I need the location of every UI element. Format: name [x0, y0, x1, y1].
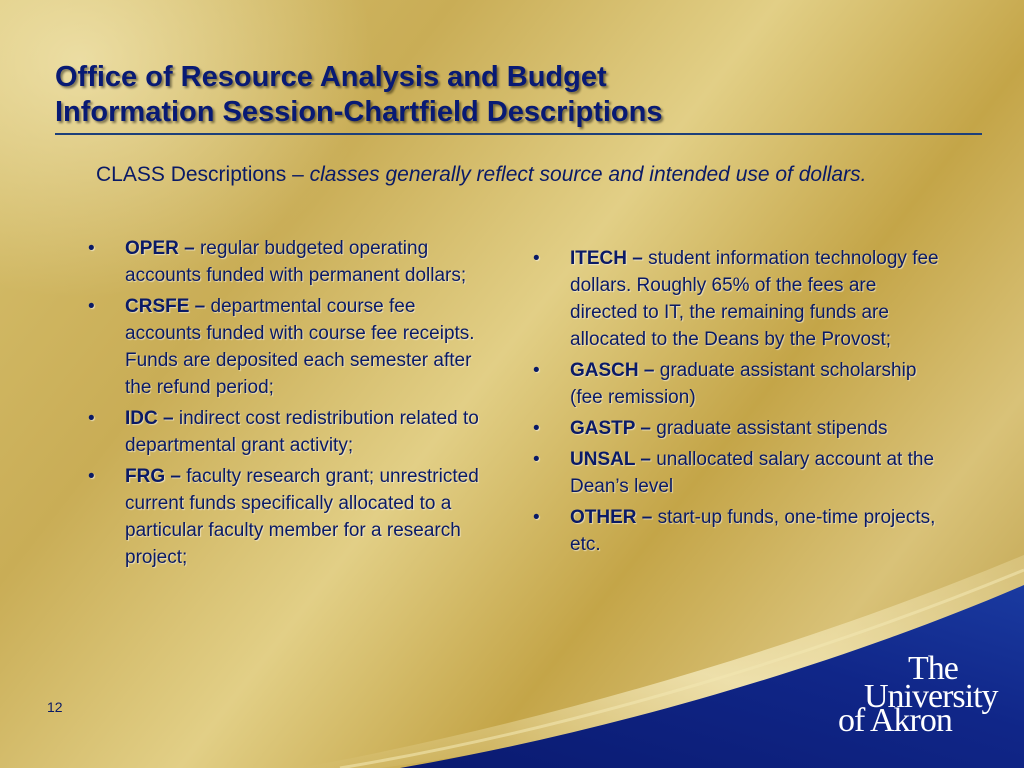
bullet-marker: •	[88, 408, 95, 429]
list-item-gastp	[533, 415, 943, 442]
list-item-term: IDC –	[125, 408, 174, 429]
list-item-term: OPER –	[125, 238, 195, 259]
right-bullet-list	[533, 245, 943, 562]
subtitle-lead: CLASS Descriptions –	[96, 163, 304, 186]
list-item-oper	[88, 235, 493, 289]
bullet-marker: •	[88, 466, 95, 487]
bullet-marker: •	[88, 238, 95, 259]
list-item-description: departmental course fee accounts funded with course fee receipts. Funds are deposited each semester after the refund period;	[125, 296, 475, 398]
page-number: 12	[47, 699, 63, 715]
slide-title	[55, 60, 662, 130]
list-item-description: start-up funds, one-time projects, etc.	[570, 507, 936, 555]
list-item-term: GASCH –	[570, 360, 655, 381]
slide-title-line2: Information Session-Chartfield Descriptions	[55, 96, 663, 128]
list-item-itech	[533, 245, 943, 353]
bullet-marker: •	[533, 507, 540, 528]
list-item-crsfe	[88, 293, 493, 401]
list-item-description: regular budgeted operating accounts funded with permanent dollars;	[125, 238, 467, 286]
title-underline-rule	[55, 133, 982, 135]
university-logo	[832, 652, 1002, 742]
list-item-description: graduate assistant stipends	[656, 418, 888, 439]
list-item-gasch	[533, 357, 943, 411]
list-item-term: CRSFE –	[125, 296, 206, 317]
slide-title-line1: Office of Resource Analysis and Budget	[55, 61, 607, 93]
list-item-description: faculty research grant; unrestricted current funds specifically allocated to a particular faculty member for a research project;	[125, 466, 479, 568]
bullet-marker: •	[533, 248, 540, 269]
list-item-unsal	[533, 446, 943, 500]
list-item-description: student information technology fee dollars. Roughly 65% of the fees are directed to IT, the remaining funds are allocated to the Deans by the Provost;	[570, 248, 939, 350]
slide-subtitle	[96, 161, 956, 189]
logo-line-of-akron: of Akron	[838, 702, 952, 739]
logo-line-university: University	[864, 678, 998, 715]
list-item-term: UNSAL –	[570, 449, 651, 470]
bullet-marker: •	[88, 296, 95, 317]
list-item-term: OTHER –	[570, 507, 653, 528]
list-item-term: ITECH –	[570, 248, 643, 269]
list-item-description: graduate assistant scholarship (fee remission)	[570, 360, 917, 408]
list-item-description: unallocated salary account at the Dean’s level	[570, 449, 935, 497]
list-item-term: GASTP –	[570, 418, 651, 439]
list-item-other	[533, 504, 943, 558]
left-bullet-list	[88, 235, 493, 575]
subtitle-description: classes generally reflect source and intended use of dollars.	[309, 163, 867, 186]
bullet-marker: •	[533, 360, 540, 381]
bullet-marker: •	[533, 449, 540, 470]
list-item-frg	[88, 463, 493, 571]
bullet-marker: •	[533, 418, 540, 439]
list-item-term: FRG –	[125, 466, 181, 487]
list-item-description: indirect cost redistribution related to departmental grant activity;	[125, 408, 479, 456]
logo-line-the: The	[908, 650, 958, 687]
list-item-idc	[88, 405, 493, 459]
